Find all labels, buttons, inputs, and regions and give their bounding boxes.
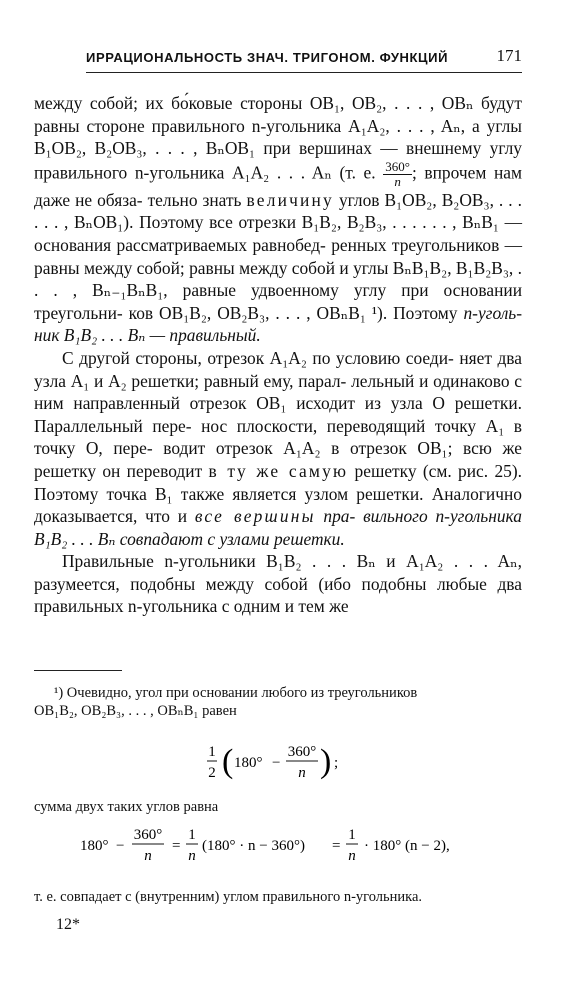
- main-text: [34, 92, 522, 618]
- right-paren: ): [320, 743, 332, 780]
- paragraph-3: Правильные n-угольники B₁B₂ . . . Bₙ и A₁A₂ . . . Aₙ, разумеется, подобны между собой (ибо подобны любые два правильных n-угольника с одним и тем же: [34, 551, 522, 617]
- formula-sum-of-angles: [80, 822, 500, 872]
- footnote-line-1: ¹) Очевидно, угол при основании любого из треугольников: [54, 685, 418, 701]
- f1-minus: −: [272, 755, 281, 771]
- running-title: ИРРАЦИОНАЛЬНОСТЬ ЗНАЧ. ТРИГОНОМ. ФУНКЦИЙ: [86, 50, 449, 65]
- f2-one: 1: [188, 827, 196, 843]
- printer-signature: 12*: [56, 916, 80, 933]
- f1-frac-num: 360°: [287, 744, 317, 760]
- left-paren: (: [222, 743, 234, 780]
- f2-frac-num: 360°: [133, 827, 163, 843]
- footnote-divider: [34, 670, 122, 671]
- footnote-last-line: т. е. совпадает с (внутренним) углом правильного n-угольника.: [34, 889, 423, 905]
- page-number: 171: [496, 46, 522, 65]
- f2-tail: · 180° (n − 2),: [364, 838, 450, 854]
- footnote-line-2: OB₁B₂, OB₂B₃, . . . , OBₙB₁ равен: [34, 703, 237, 719]
- f2-equals: =: [172, 838, 181, 854]
- f2-n: n: [188, 848, 196, 864]
- f1-semicolon: ;: [334, 755, 339, 771]
- footnote: [34, 684, 522, 720]
- f2-frac-den: n: [144, 848, 152, 864]
- footnote-middle: [34, 798, 522, 816]
- fraction-360-over-n: $\frac{360^\circ}{n}$: [385, 158, 410, 189]
- f2-equals-2: =: [332, 838, 341, 854]
- f1-180: 180°: [234, 755, 263, 771]
- f2-n-2: n: [348, 848, 356, 864]
- half-denominator: 2: [208, 765, 216, 781]
- f2-180: 180°: [80, 838, 109, 854]
- half-numerator: 1: [208, 744, 216, 760]
- paragraph-2: С другой стороны, отрезок A₁A₂ по условию соеди- няет два узла A₁ и A₂ решетки; равный ему, парал- лельный и одинаково с ним направленный отрезок OB₁ исходит из узла O решетки. Параллельный пере- нос плоскости, переводящий точку A₁ в точку O, пере- водит отрезок A₁A₂ в отрезок OB₁; всю же решетку он переводит в ту же самую решетку (см. рис. 25). Поэтому точка B₁ также является узлом решетки. Аналогично доказывается, что и все вершины пра- вильного n-угольника B₁B₂ . . . Bₙ совпадают с узлами решетки.: [34, 347, 522, 549]
- f2-one-2: 1: [348, 827, 356, 843]
- paragraph-1: между собой; их бо́ковые стороны OB₁, OB₂, . . . , OBₙ будут равны стороне правильного n-угольника A₁A₂, . . . , Aₙ, а углы B₁OB₂, B₂OB₃, . . . , BₙOB₁ при вершинах — внешнему углу правильного n-угольника A₁A₂ . . . Aₙ (т. е. $\frac{360^\circ}{n}$ ; впрочем нам даже не обяза- тельно знать величину углов B₁OB₂, B₂OB₃, . . . . . . , BₙOB₁). Поэтому все отрезки B₁B₂, B₂B₃, . . . . . . , BₙB₁ — основания рассматриваемых равнобед- ренных треугольников — равны между собой; равны между собой и углы BₙB₁B₂, B₁B₂B₃, . . . , Bₙ₋₁BₙB₁, равные удвоенному углу при основании треугольни- ков OB₁B₂, OB₂B₃, . . . , OBₙB₁ ¹). Поэтому n-уголь- ник B₁B₂ . . . Bₙ — правильный.: [34, 93, 523, 346]
- formula-half-angle: [206, 734, 356, 790]
- f2-minus: −: [116, 838, 125, 854]
- f1-frac-den: n: [298, 765, 306, 781]
- footnote-line-3: сумма двух таких углов равна: [34, 799, 219, 815]
- page-header: [86, 46, 522, 73]
- f2-paren: (180° · n − 360°): [202, 838, 305, 854]
